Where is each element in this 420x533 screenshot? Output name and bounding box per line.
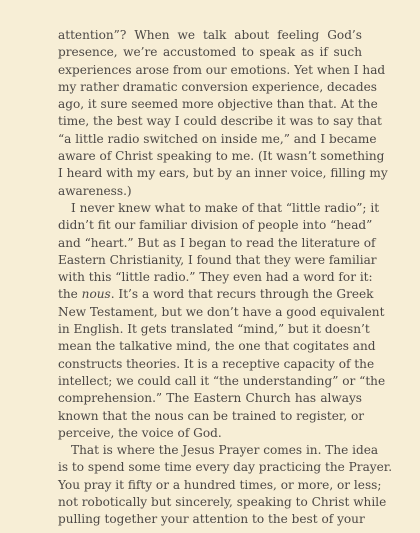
body-text <box>58 27 393 529</box>
text-line: perceive, the voice of God. <box>58 425 222 440</box>
text-line: “a little radio switched on inside me,” and I became <box>58 131 377 146</box>
text-line: didn’t fit our familiar division of people into “head” <box>58 218 373 233</box>
text-line: Eastern Christianity, I found that they were familiar <box>58 252 377 267</box>
nous-prefix: the <box>58 287 82 302</box>
nous-term: nous <box>81 287 111 302</box>
nous-suffix: . It’s a word that recurs through the Greek <box>110 287 374 302</box>
text-line: presence, we’re accustomed to speak as if such <box>58 45 362 60</box>
text-line: I never knew what to make of that “little radio”; it <box>71 200 380 215</box>
text-line: You pray it fifty or a hundred times, or more, or less; <box>58 477 382 492</box>
text-line: with this “little radio.” They even had a word for it: <box>58 270 373 285</box>
text-line: is to spend some time every day practicing the Prayer. <box>58 460 393 475</box>
text-line: and “heart.” But as I began to read the literature of <box>58 235 376 250</box>
text-line: New Testament, but we don’t have a good equivalent <box>58 304 385 319</box>
text-line: That is where the Jesus Prayer comes in. The idea <box>71 443 379 458</box>
text-line: intellect; we could call it “the understanding” or “the <box>58 373 386 388</box>
text-line: in English. It gets translated “mind,” but it doesn’t <box>58 322 370 337</box>
text-line-nous <box>58 286 374 303</box>
text-line: experiences arose from our emotions. Yet when I had <box>58 62 386 77</box>
text-line: my rather dramatic conversion experience, decades <box>58 79 378 94</box>
text-line: awareness.) <box>58 183 132 198</box>
text-line: not robotically but sincerely, speaking to Christ while <box>58 495 387 510</box>
text-line: mean the talkative mind, the one that cogitates and <box>58 339 376 354</box>
text-line: time, the best way I could describe it was to say that <box>58 114 382 129</box>
text-line: I heard with my ears, but by an inner voice, filling my <box>58 166 388 181</box>
text-line: comprehension.” The Eastern Church has always <box>58 391 362 406</box>
text-line: aware of Christ speaking to me. (It wasn’t something <box>58 149 385 164</box>
text-line: known that the nous can be trained to register, or <box>58 408 365 423</box>
text-line: ago, it sure seemed more objective than that. At the <box>58 97 378 112</box>
text-line: attention”? When we talk about feeling God’s <box>58 28 362 42</box>
text-line: constructs theories. It is a receptive capacity of the <box>58 356 375 371</box>
text-line: pulling together your attention to the best of your <box>58 512 365 527</box>
